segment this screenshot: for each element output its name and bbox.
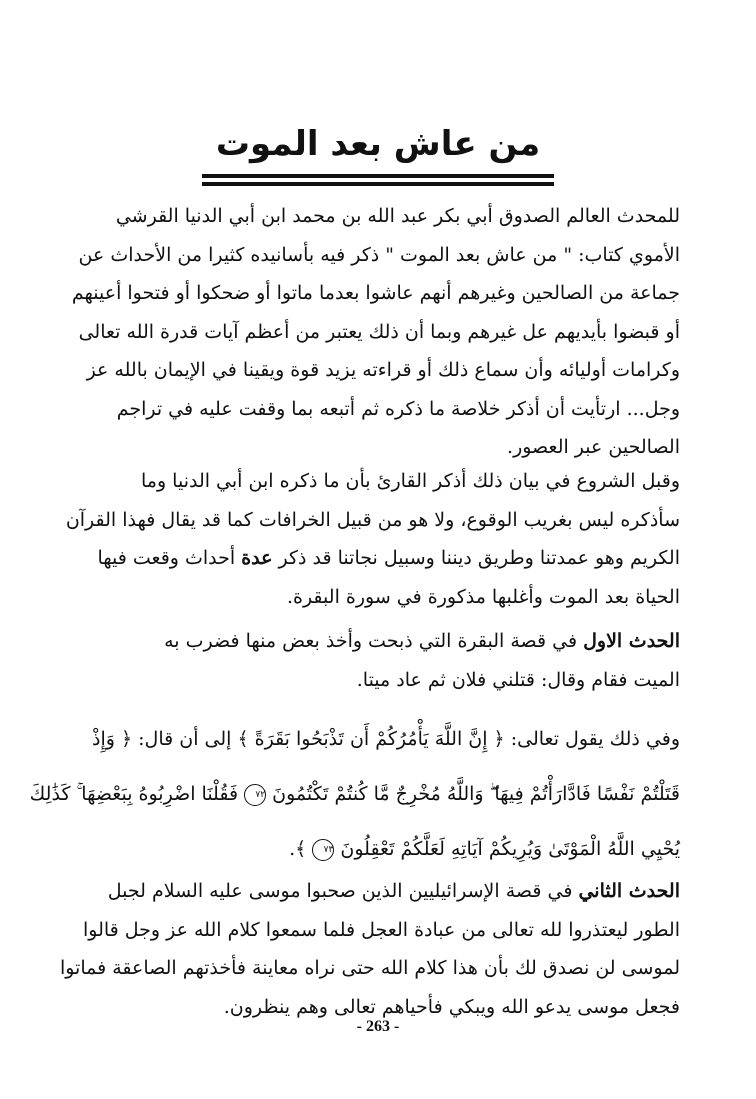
event-one-line [66, 622, 680, 661]
preface-line: الحياة بعد الموت وأغلبها مذكورة في سورة البقرة. [286, 585, 680, 608]
preface-line: سأذكره ليس بغريب الوقوع، ولا هو من قبيل الخرافات كما قد يقال فهذا القرآن [65, 508, 680, 531]
event-one-heading: الحدث الاول [583, 630, 680, 652]
intro-line: أو قبضوا بأيديهم عل غيرهم وبما أن ذلك يعتبر من أعظم آيات قدرة الله تعالى [78, 320, 680, 343]
verse-text: ﴾. [289, 838, 307, 860]
intro-line: الأموي كتاب: " من عاش بعد الموت " ذكر فيه بأسانيده كثيرا من الأحداث عن [78, 243, 680, 266]
verse-text: يُحْيِي اللَّهُ الْمَوْتَىٰ وَيُرِيكُمْ آيَاتِهِ لَعَلَّكُمْ تَعْقِلُونَ [340, 838, 680, 860]
event-two-heading: الحدث الثاني [578, 880, 680, 902]
event-two-line: الطور ليعتذروا لله تعالى من عبادة العجل فلما سمعوا كلام الله عز وجل قالوا [82, 918, 680, 941]
chapter-title: من عاش بعد الموت [202, 118, 554, 178]
preface-line: وقبل الشروع في بيان ذلك أذكر القارئ بأن ما ذكره ابن أبي الدنيا وما [140, 470, 680, 492]
intro-line: وكرامات أوليائه وأن سماع ذلك أو قراءته يزيد قوة ويقينا في الإيمان بالله عز [86, 359, 680, 381]
title-block [0, 118, 756, 178]
page-number: - 263 - [356, 1018, 400, 1035]
event-two-paragraph [59, 872, 680, 1026]
verse-text: فَقُلْنَا اضْرِبُوهُ بِبَعْضِهَا ۚ كَذَٰلِكَ [29, 783, 239, 805]
preface-line [66, 539, 680, 578]
preface-text: أحداث وقعت فيها [97, 547, 236, 569]
event-one-text: في قصة البقرة التي ذبحت وأخذ بعض منها فضرب به [164, 630, 578, 652]
verse-line [29, 767, 680, 822]
verse-number-marker: ٧٣ [312, 839, 334, 861]
event-two-line [66, 872, 680, 911]
verse-line: وفي ذلك يقول تعالى: ﴿ إِنَّ اللَّهَ يَأْمُرُكُمْ أَن تَذْبَحُوا بَقَرَةً ﴾ إلى أن قال: ﴿ وَإِذْ [92, 728, 680, 750]
intro-line: للمحدث العالم الصدوق أبي بكر عبد الله بن محمد ابن أبي الدنيا القرشي [115, 205, 680, 227]
intro-paragraph [66, 197, 680, 467]
bold-word: عدة [241, 547, 273, 569]
intro-line: جماعة من الصالحين وغيرهم أنهم عاشوا بعدما ماتوا أو ضحكوا أو فتحوا أعينهم [71, 282, 680, 304]
event-two-text: في قصة الإسرائيليين الذين صحبوا موسى عليه السلام لجبل [107, 880, 573, 902]
preface-text: الكريم وهو عمدتنا وطريق ديننا وسبيل نجاتنا قد ذكر [278, 547, 680, 569]
verse-number-marker: ٧٢ [244, 784, 266, 806]
verse-text: قَتَلْتُمْ نَفْسًا فَادَّارَأْتُمْ فِيهَا ۖ وَاللَّهُ مُخْرِجٌ مَّا كُنتُمْ تَكْتُمُونَ [272, 783, 680, 805]
preface-paragraph [66, 462, 680, 616]
event-one-line: الميت فقام وقال: قتلني فلان ثم عاد ميتا. [356, 668, 680, 691]
intro-line: الصالحين عبر العصور. [507, 436, 680, 458]
event-one-paragraph [66, 622, 680, 699]
verse-line [66, 822, 680, 877]
intro-line: وجل... ارتأيت أن أذكر خلاصة ما ذكره ثم أتبعه بما وقفت عليه في تراجم [116, 397, 680, 420]
verse-paragraph [29, 712, 680, 877]
event-two-line: فجعل موسى يدعو الله ويبكي فأحياهم تعالى وهم ينظرون. [223, 995, 680, 1018]
event-two-line: لموسى لن نصدق لك بأن هذا كلام الله حتى نراه معاينة فأخذتهم الصاعقة فماتوا [59, 957, 680, 979]
